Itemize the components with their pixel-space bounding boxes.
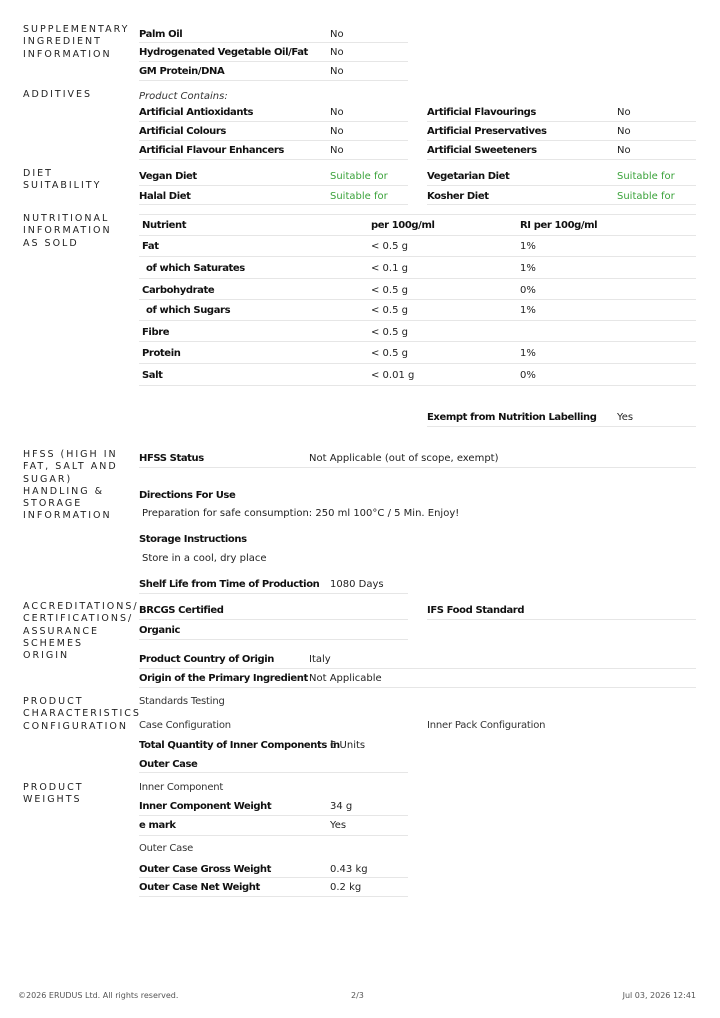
shelf-life-value: 1080 Days	[330, 579, 384, 590]
preservatives-value: No	[617, 126, 631, 137]
directions-label: Directions For Use	[139, 490, 236, 501]
nutrient-ri: 0%	[520, 370, 536, 381]
nutrient-per100: < 0.1 g	[371, 263, 408, 274]
nutrient-name: Protein	[142, 348, 181, 359]
nutrient-ri: 1%	[520, 305, 536, 316]
antioxidants-value: No	[330, 107, 344, 118]
sweeteners-label: Artificial Sweeteners	[427, 145, 537, 156]
palm-oil-value: No	[330, 29, 344, 40]
footer-date: Jul 03, 2026 12:41	[622, 991, 696, 1000]
case-configuration-heading: Case Configuration	[139, 720, 231, 731]
total-inner-components-label: Total Quantity of Inner Components in	[139, 740, 340, 751]
nutrient-ri: 0%	[520, 285, 536, 296]
outer-case-heading: Outer Case	[139, 843, 194, 854]
storage-label: Storage Instructions	[139, 534, 247, 545]
nutrient-name: of which Saturates	[146, 263, 245, 274]
outer-case-net-weight-value: 0.2 kg	[330, 882, 362, 893]
section-title-diet: DIET SUITABILITY	[23, 168, 102, 192]
directions-value: Preparation for safe consumption: 250 ml 100°C / 5 Min. Enjoy!	[142, 508, 460, 519]
outer-case-label: Outer Case	[139, 759, 198, 770]
emark-label: e mark	[139, 820, 176, 831]
hfss-status-value: Not Applicable (out of scope, exempt)	[309, 453, 499, 464]
standards-testing-heading: Standards Testing	[139, 696, 225, 707]
vegetarian-diet-label: Vegetarian Diet	[427, 171, 510, 182]
nutrient-per100: < 0.5 g	[371, 305, 408, 316]
nutrient-name: Fibre	[142, 327, 170, 338]
hydrogenated-oil-value: No	[330, 47, 344, 58]
section-title-supplementary: SUPPLEMENTARY INGREDIENT INFORMATION	[23, 24, 130, 60]
nutrient-per100: < 0.5 g	[371, 241, 408, 252]
halal-diet-label: Halal Diet	[139, 191, 191, 202]
inner-component-weight-label: Inner Component Weight	[139, 801, 272, 812]
nutrient-ri: 1%	[520, 241, 536, 252]
section-title-accreditations: ACCREDITATIONS/ CERTIFICATIONS/ ASSURANCE SCHEMES ORIGIN	[23, 601, 139, 662]
ifs-label: IFS Food Standard	[427, 605, 525, 616]
nutrient-per100: < 0.01 g	[371, 370, 415, 381]
nutrient-per100: < 0.5 g	[371, 327, 408, 338]
vegan-diet-value: Suitable for	[330, 171, 388, 182]
inner-pack-configuration-heading: Inner Pack Configuration	[427, 720, 546, 731]
nutrient-ri: 1%	[520, 263, 536, 274]
kosher-diet-value: Suitable for	[617, 191, 675, 202]
vegan-diet-label: Vegan Diet	[139, 171, 197, 182]
gm-protein-label: GM Protein/DNA	[139, 66, 225, 77]
preservatives-label: Artificial Preservatives	[427, 126, 547, 137]
primary-ingredient-origin-label: Origin of the Primary Ingredient	[139, 673, 308, 684]
outer-case-net-weight-label: Outer Case Net Weight	[139, 882, 260, 893]
footer-copyright: ©2026 ERUDUS Ltd. All rights reserved.	[18, 991, 179, 1000]
exempt-nutrition-label: Exempt from Nutrition Labelling	[427, 412, 597, 423]
flavourings-label: Artificial Flavourings	[427, 107, 536, 118]
nutrient-name: of which Sugars	[146, 305, 231, 316]
outer-case-gross-weight-value: 0.43 kg	[330, 864, 368, 875]
section-title-hfss: HFSS (HIGH IN FAT, SALT AND SUGAR) HANDLING & STORAGE INFORMATION	[23, 449, 118, 522]
flavour-enhancers-value: No	[330, 145, 344, 156]
colours-label: Artificial Colours	[139, 126, 226, 137]
kosher-diet-label: Kosher Diet	[427, 191, 489, 202]
country-origin-value: Italy	[309, 654, 331, 665]
nutrient-ri: 1%	[520, 348, 536, 359]
flavour-enhancers-label: Artificial Flavour Enhancers	[139, 145, 284, 156]
nutrient-name: Salt	[142, 370, 163, 381]
nutrient-per100: < 0.5 g	[371, 348, 408, 359]
flavourings-value: No	[617, 107, 631, 118]
palm-oil-label: Palm Oil	[139, 29, 183, 40]
colours-value: No	[330, 126, 344, 137]
inner-component-weight-value: 34 g	[330, 801, 353, 812]
organic-label: Organic	[139, 625, 181, 636]
emark-value: Yes	[330, 820, 347, 831]
nutrition-header-ri: RI per 100g/ml	[520, 220, 598, 231]
section-title-characteristics: PRODUCT CHARACTERISTICS CONFIGURATION	[23, 696, 141, 732]
antioxidants-label: Artificial Antioxidants	[139, 107, 254, 118]
section-title-additives: ADDITIVES	[23, 89, 93, 100]
nutrient-name: Fat	[142, 241, 159, 252]
storage-value: Store in a cool, dry place	[142, 553, 267, 564]
section-title-weights: PRODUCT WEIGHTS	[23, 782, 84, 806]
hfss-status-label: HFSS Status	[139, 453, 204, 464]
country-origin-label: Product Country of Origin	[139, 654, 275, 665]
gm-protein-value: No	[330, 66, 344, 77]
sweeteners-value: No	[617, 145, 631, 156]
halal-diet-value: Suitable for	[330, 191, 388, 202]
nutrition-header-nutrient: Nutrient	[142, 220, 187, 231]
total-inner-components-value: 6 Units	[330, 740, 366, 751]
nutrient-name: Carbohydrate	[142, 285, 215, 296]
additives-intro: Product Contains:	[139, 91, 228, 102]
outer-case-gross-weight-label: Outer Case Gross Weight	[139, 864, 272, 875]
nutrient-per100: < 0.5 g	[371, 285, 408, 296]
hydrogenated-oil-label: Hydrogenated Vegetable Oil/Fat	[139, 47, 308, 58]
shelf-life-label: Shelf Life from Time of Production	[139, 579, 320, 590]
section-title-nutritional: NUTRITIONAL INFORMATION AS SOLD	[23, 213, 112, 249]
footer-page-number: 2/3	[351, 991, 364, 1000]
exempt-nutrition-value: Yes	[617, 412, 634, 423]
brcgs-label: BRCGS Certified	[139, 605, 224, 616]
primary-ingredient-origin-value: Not Applicable	[309, 673, 382, 684]
inner-component-heading: Inner Component	[139, 782, 224, 793]
vegetarian-diet-value: Suitable for	[617, 171, 675, 182]
nutrition-header-per100: per 100g/ml	[371, 220, 435, 231]
